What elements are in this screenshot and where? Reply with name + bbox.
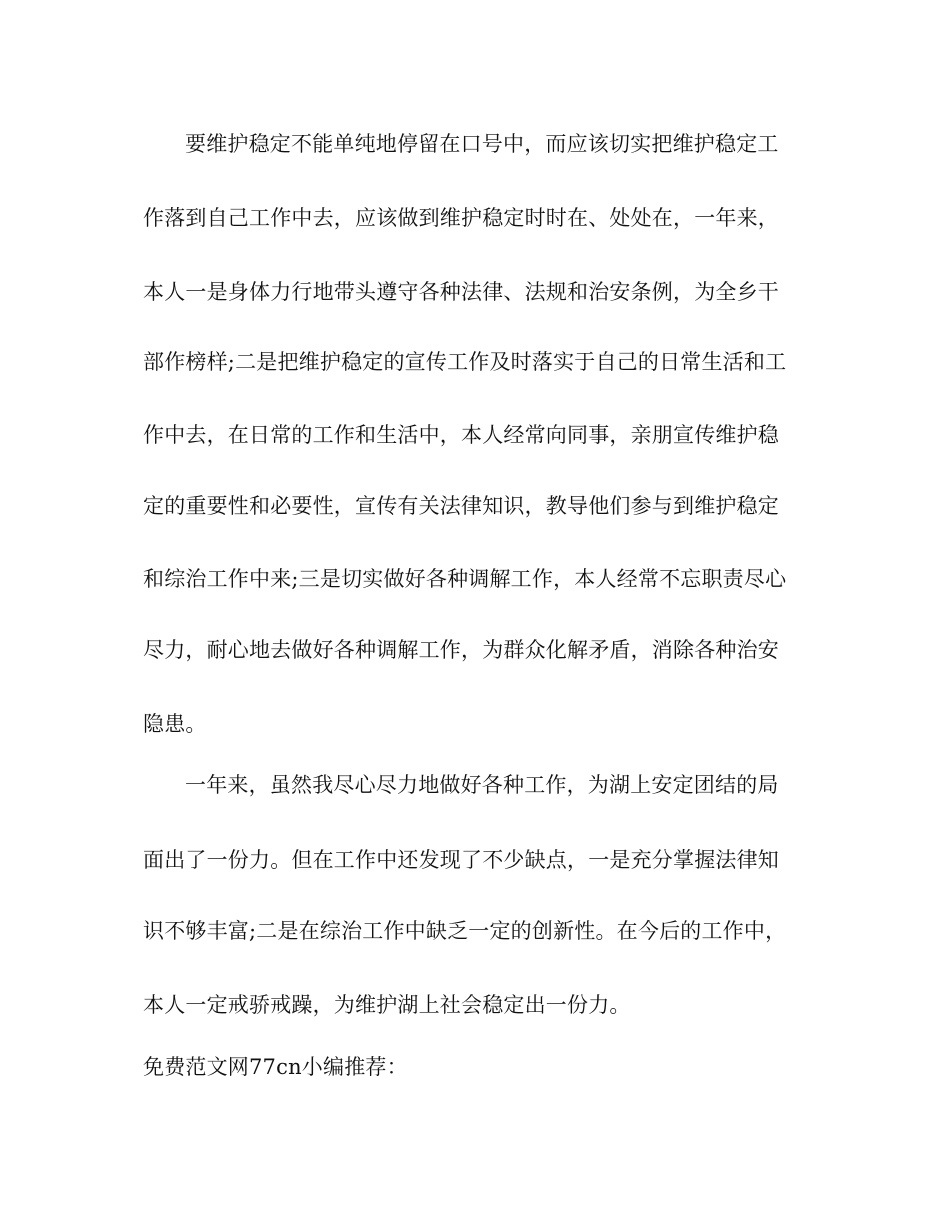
paragraph-2-line-2: 面出了一份力。但在工作中还发现了不少缺点，一是充分掌握法律知 bbox=[143, 848, 779, 872]
paragraph-2-line-4: 本人一定戒骄戒躁，为维护湖上社会稳定出一份力。 bbox=[143, 993, 631, 1017]
paragraph-2-line-1: 一年来，虽然我尽心尽力地做好各种工作，为湖上安定团结的局 bbox=[185, 773, 779, 797]
paragraph-1-line-3: 本人一是身体力行地带头遵守各种法律、法规和治安条例，为全乡干 bbox=[143, 280, 779, 304]
paragraph-1-line-4: 部作榜样;二是把维护稳定的宣传工作及时落实于自己的日常生活和工 bbox=[143, 350, 787, 374]
paragraph-1-line-2: 作落到自己工作中去，应该做到维护稳定时时在、处处在，一年来， bbox=[143, 206, 779, 230]
footer-note: 免费范文网77cn小编推荐： bbox=[143, 1055, 408, 1079]
paragraph-1-line-9: 隐患。 bbox=[143, 712, 207, 736]
paragraph-1-line-5: 作中去，在日常的工作和生活中，本人经常向同事，亲朋宣传维护稳 bbox=[143, 423, 779, 447]
paragraph-2-line-3: 识不够丰富;二是在综治工作中缺乏一定的创新性。在今后的工作中， bbox=[143, 919, 787, 943]
paragraph-1-line-8: 尽力，耐心地去做好各种调解工作，为群众化解矛盾，消除各种治安 bbox=[143, 638, 779, 662]
paragraph-1-line-1: 要维护稳定不能单纯地停留在口号中，而应该切实把维护稳定工 bbox=[185, 132, 779, 156]
paragraph-1-line-7: 和综治工作中来;三是切实做好各种调解工作，本人经常不忘职责尽心 bbox=[143, 567, 787, 591]
paragraph-1-line-6: 定的重要性和必要性，宣传有关法律知识，教导他们参与到维护稳定 bbox=[143, 494, 779, 518]
